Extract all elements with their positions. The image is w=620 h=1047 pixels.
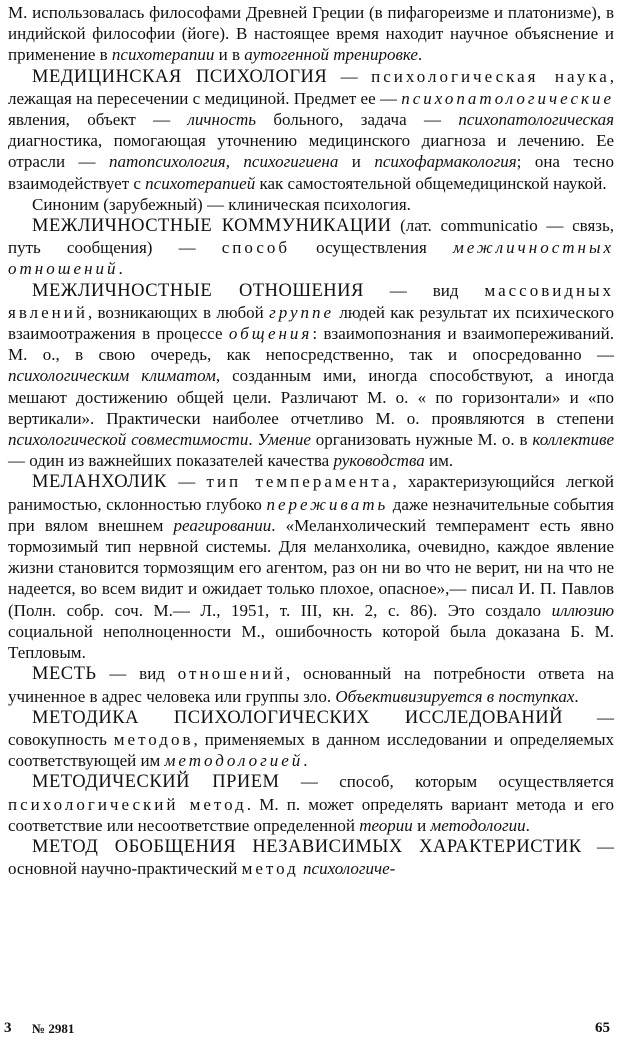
text: . — [248, 430, 258, 450]
text: — — [327, 66, 372, 86]
spaced-italic-term: общения — [228, 324, 313, 344]
entry-term: МЕСТЬ — [32, 664, 97, 685]
text: , основанный на потребности ответа на учиненное в адрес человека или группы зло. — [8, 664, 614, 706]
entry-interpersonal-communications — [8, 215, 614, 280]
entry-term: МЕЛАНХОЛИК — [32, 472, 167, 493]
signature-mark: 3 — [4, 1020, 12, 1036]
italic-term: психотерапией — [145, 173, 256, 193]
spaced-term: психологический метод — [8, 794, 247, 814]
text: организовать нужные М. о. в — [310, 430, 533, 450]
text: — способ, которым осуществляется — [279, 772, 614, 792]
entry-term: МЕТОДИЧЕСКИЙ ПРИЕМ — [32, 772, 280, 793]
italic-term: реагировании — [173, 515, 272, 535]
spaced-term: метод — [241, 859, 299, 879]
text: , возникающих в любой — [87, 302, 270, 322]
italic-term: Умение — [257, 430, 311, 450]
text: . — [525, 815, 530, 835]
spaced-italic-term: переживать — [266, 494, 389, 514]
spaced-term: методов — [113, 729, 194, 749]
spaced-italic-term: группе — [269, 302, 335, 322]
italic-term: психопатологическая — [458, 110, 614, 130]
text: Синоним (зарубежный) — клиническая психология. — [32, 194, 411, 214]
spaced-italic-term: психопатологические — [401, 88, 614, 108]
text: . — [417, 45, 423, 65]
italic-term: психологическим климатом — [8, 366, 216, 386]
italic-term: коллективе — [532, 430, 615, 450]
text: , созданным ими, иногда способствуют, а иногда мешают достижению общей цели. Различают М. о. « по горизонтали» и «по вертикали». Практически наиболее отчетливо М. о. проявляются в степени — [8, 366, 614, 428]
page-body — [8, 2, 614, 879]
entry-revenge — [8, 663, 614, 706]
spaced-term: массовидных явлений — [8, 280, 615, 322]
text: явления, объект — — [8, 110, 188, 130]
italic-term: аутогенной тренировке — [244, 45, 418, 65]
entry-term: МЕТОД ОБОБЩЕНИЯ НЕЗАВИСИМЫХ ХАРАКТЕРИСТИК — [32, 836, 582, 857]
text: . — [303, 751, 308, 771]
text: . «Меланхолический темперамент есть явно тормозимый тип нервной системы. Для меланхолика, очевидно, каждое явление жизни становится тормозящим его агентом, раз он ни во что не верит, ни на что не надеется, во всем видит и ожидает только плохое, опасное»,— писал И. П. Павлов (Полн. собр. соч. М.— Л., 1951, т. III, кн. 2, с. 86). Это создало — [8, 515, 614, 620]
text: даже незначительные события при вялом внешнем — [8, 494, 614, 535]
page-number: 65 — [595, 1020, 610, 1036]
text: осуществления — [290, 238, 453, 258]
italic-term: психотерапии — [111, 45, 215, 65]
italic-term: психологической совместимости — [8, 430, 249, 450]
paragraph-continuation — [8, 2, 614, 66]
text: — совокупность — [8, 707, 614, 749]
entry-melancholic — [8, 471, 614, 663]
print-signature: № 2981 — [32, 1021, 75, 1036]
text: . М. п. может определять вариант метода и его соответствие или несоответствие определенной — [8, 794, 615, 835]
spaced-term: отношений — [177, 664, 287, 684]
text: . — [118, 259, 123, 279]
spaced-term: психологическая наука — [371, 66, 610, 86]
entry-generalization-method — [8, 836, 614, 879]
entry-interpersonal-relations — [8, 280, 614, 472]
text: и в — [214, 45, 245, 65]
italic-term: личность — [187, 110, 256, 130]
italic-term: патопсихология, психогигиена — [109, 152, 339, 172]
italic-term: руководства — [333, 451, 425, 471]
italic-term: методологии — [430, 815, 526, 835]
text: М. использовалась философами Древней Греции (в пифагореизме и платонизме), в индийской философии (йоге). В настоящее время находит научное объяснение и применение в — [8, 3, 614, 65]
spaced-term: тип темперамента — [206, 472, 393, 492]
spaced-italic-term: межличностных отношений — [8, 238, 615, 279]
text: — — [166, 472, 207, 492]
text: — вид — [363, 280, 485, 300]
entry-research-methodology — [8, 707, 614, 772]
text: им. — [424, 451, 454, 471]
text: — основной научно-практический — [8, 836, 615, 879]
text: , лежащая на пересечении с медициной. Предмет ее — — [8, 66, 614, 108]
entry-term: МЕДИЦИНСКАЯ ПСИХОЛОГИЯ — [32, 66, 328, 87]
text: : взаимопознания и взаимопереживаний. М. о., в свою очередь, как непосредственно, так и опосредованно — — [8, 324, 614, 365]
text: социальной неполноценности М., ошибочность которой была доказана Б. М. Тепловым. — [8, 621, 614, 663]
text: ; она тесно взаимодействует с — [8, 152, 614, 193]
entry-term: МЕЖЛИЧНОСТНЫЕ КОММУНИКАЦИИ — [32, 216, 392, 237]
text: и — [338, 152, 375, 172]
italic-term: психофармакология — [374, 152, 517, 172]
text: , применяемых в данном исследовании и определяемых соответствующей им — [8, 729, 614, 771]
spaced-italic-term: методологией — [164, 751, 304, 771]
text: (лат. communicatio — связь, путь сообщения) — — [8, 216, 615, 258]
italic-term: иллюзию — [551, 600, 614, 620]
text: . — [574, 686, 579, 706]
text: — вид — [96, 664, 178, 684]
spaced-term: способ — [221, 238, 291, 258]
entry-methodical-technique — [8, 771, 614, 836]
synonym-line — [8, 194, 614, 215]
text: как самостоятельной общемедицинской наукой. — [255, 173, 607, 193]
italic-term: психологиче- — [303, 859, 396, 879]
text: , характеризующийся легкой ранимостью, склонностью глубоко — [8, 472, 614, 514]
entry-medical-psychology — [8, 66, 614, 194]
text: диагностика, помогающая уточнению медицинского диагноза и лечению. Ее отрасли — — [8, 131, 614, 172]
text: больного, задача — — [256, 110, 459, 130]
entry-term: МЕТОДИКА ПСИХОЛОГИЧЕСКИХ ИССЛЕДОВАНИЙ — [32, 707, 563, 728]
text: и — [412, 815, 431, 835]
text: людей как результат их психического взаимоотражения в процессе — [8, 302, 614, 344]
entry-term: МЕЖЛИЧНОСТНЫЕ ОТНОШЕНИЯ — [32, 280, 364, 301]
italic-term: Объективизируется в поступках — [335, 686, 575, 706]
text: — один из важнейших показателей качества — [8, 451, 334, 471]
italic-term: теории — [359, 815, 413, 835]
